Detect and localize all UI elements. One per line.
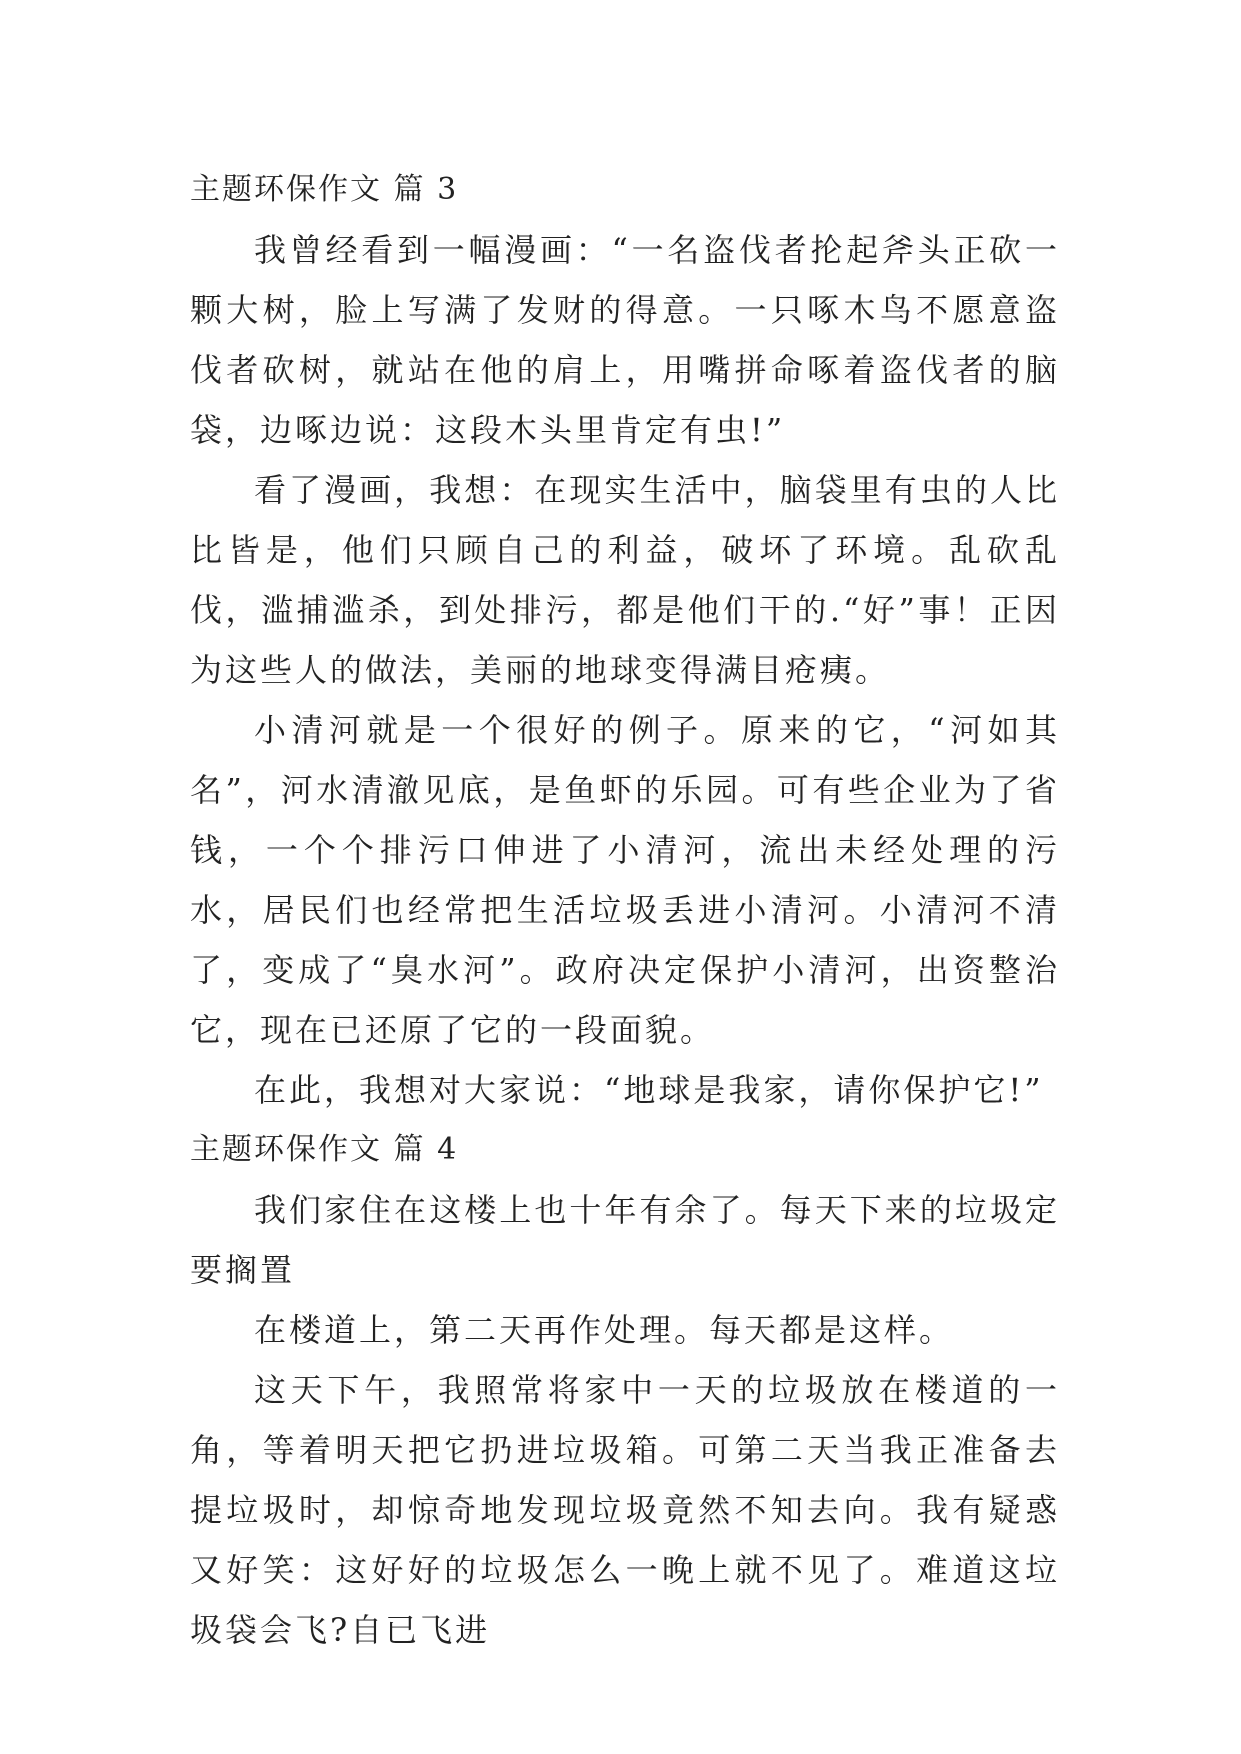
paragraph: 在楼道上，第二天再作处理。每天都是这样。 (254, 1311, 955, 1349)
section-heading-4: 主题环保作文 篇 4 (190, 1132, 459, 1167)
paragraph: 在此，我想对大家说：“地球是我家，请你保护它!” (254, 1071, 1044, 1109)
paragraph: 小清河就是一个很好的例子。原来的它，“河如其名”，河水清澈见底，是鱼虾的乐园。可有些企业为了省钱，一个个排污口伸进了小清河，流出未经处理的污水，居民们也经常把生活垃圾丢进小清河。小清河不清了，变成了“臭水河”。政府决定保护小清河，出资整治它，现在已还原了它的一段面貌。 (190, 711, 1060, 1049)
paragraph: 看了漫画，我想：在现实生活中，脑袋里有虫的人比比皆是，他们只顾自己的利益，破坏了环境。乱砍乱伐，滥捕滥杀，到处排污，都是他们干的.“好”事！正因为这些人的做法，美丽的地球变得满目疮痍。 (190, 471, 1060, 689)
paragraph: 我曾经看到一幅漫画：“一名盗伐者抡起斧头正砍一颗大树，脸上写满了发财的得意。一只啄木鸟不愿意盗伐者砍树，就站在他的肩上，用嘴拼命啄着盗伐者的脑袋，边啄边说：这段木头里肯定有虫!” (190, 231, 1060, 449)
section-heading-3: 主题环保作文 篇 3 (190, 172, 459, 207)
document-body (190, 160, 1060, 1660)
paragraph: 我们家住在这楼上也十年有余了。每天下来的垃圾定要搁置 (190, 1191, 1060, 1289)
paragraph: 这天下午，我照常将家中一天的垃圾放在楼道的一角，等着明天把它扔进垃圾箱。可第二天当我正准备去提垃圾时，却惊奇地发现垃圾竟然不知去向。我有疑惑又好笑：这好好的垃圾怎么一晚上就不见了。难道这垃圾袋会飞?自已飞进 (190, 1371, 1060, 1649)
